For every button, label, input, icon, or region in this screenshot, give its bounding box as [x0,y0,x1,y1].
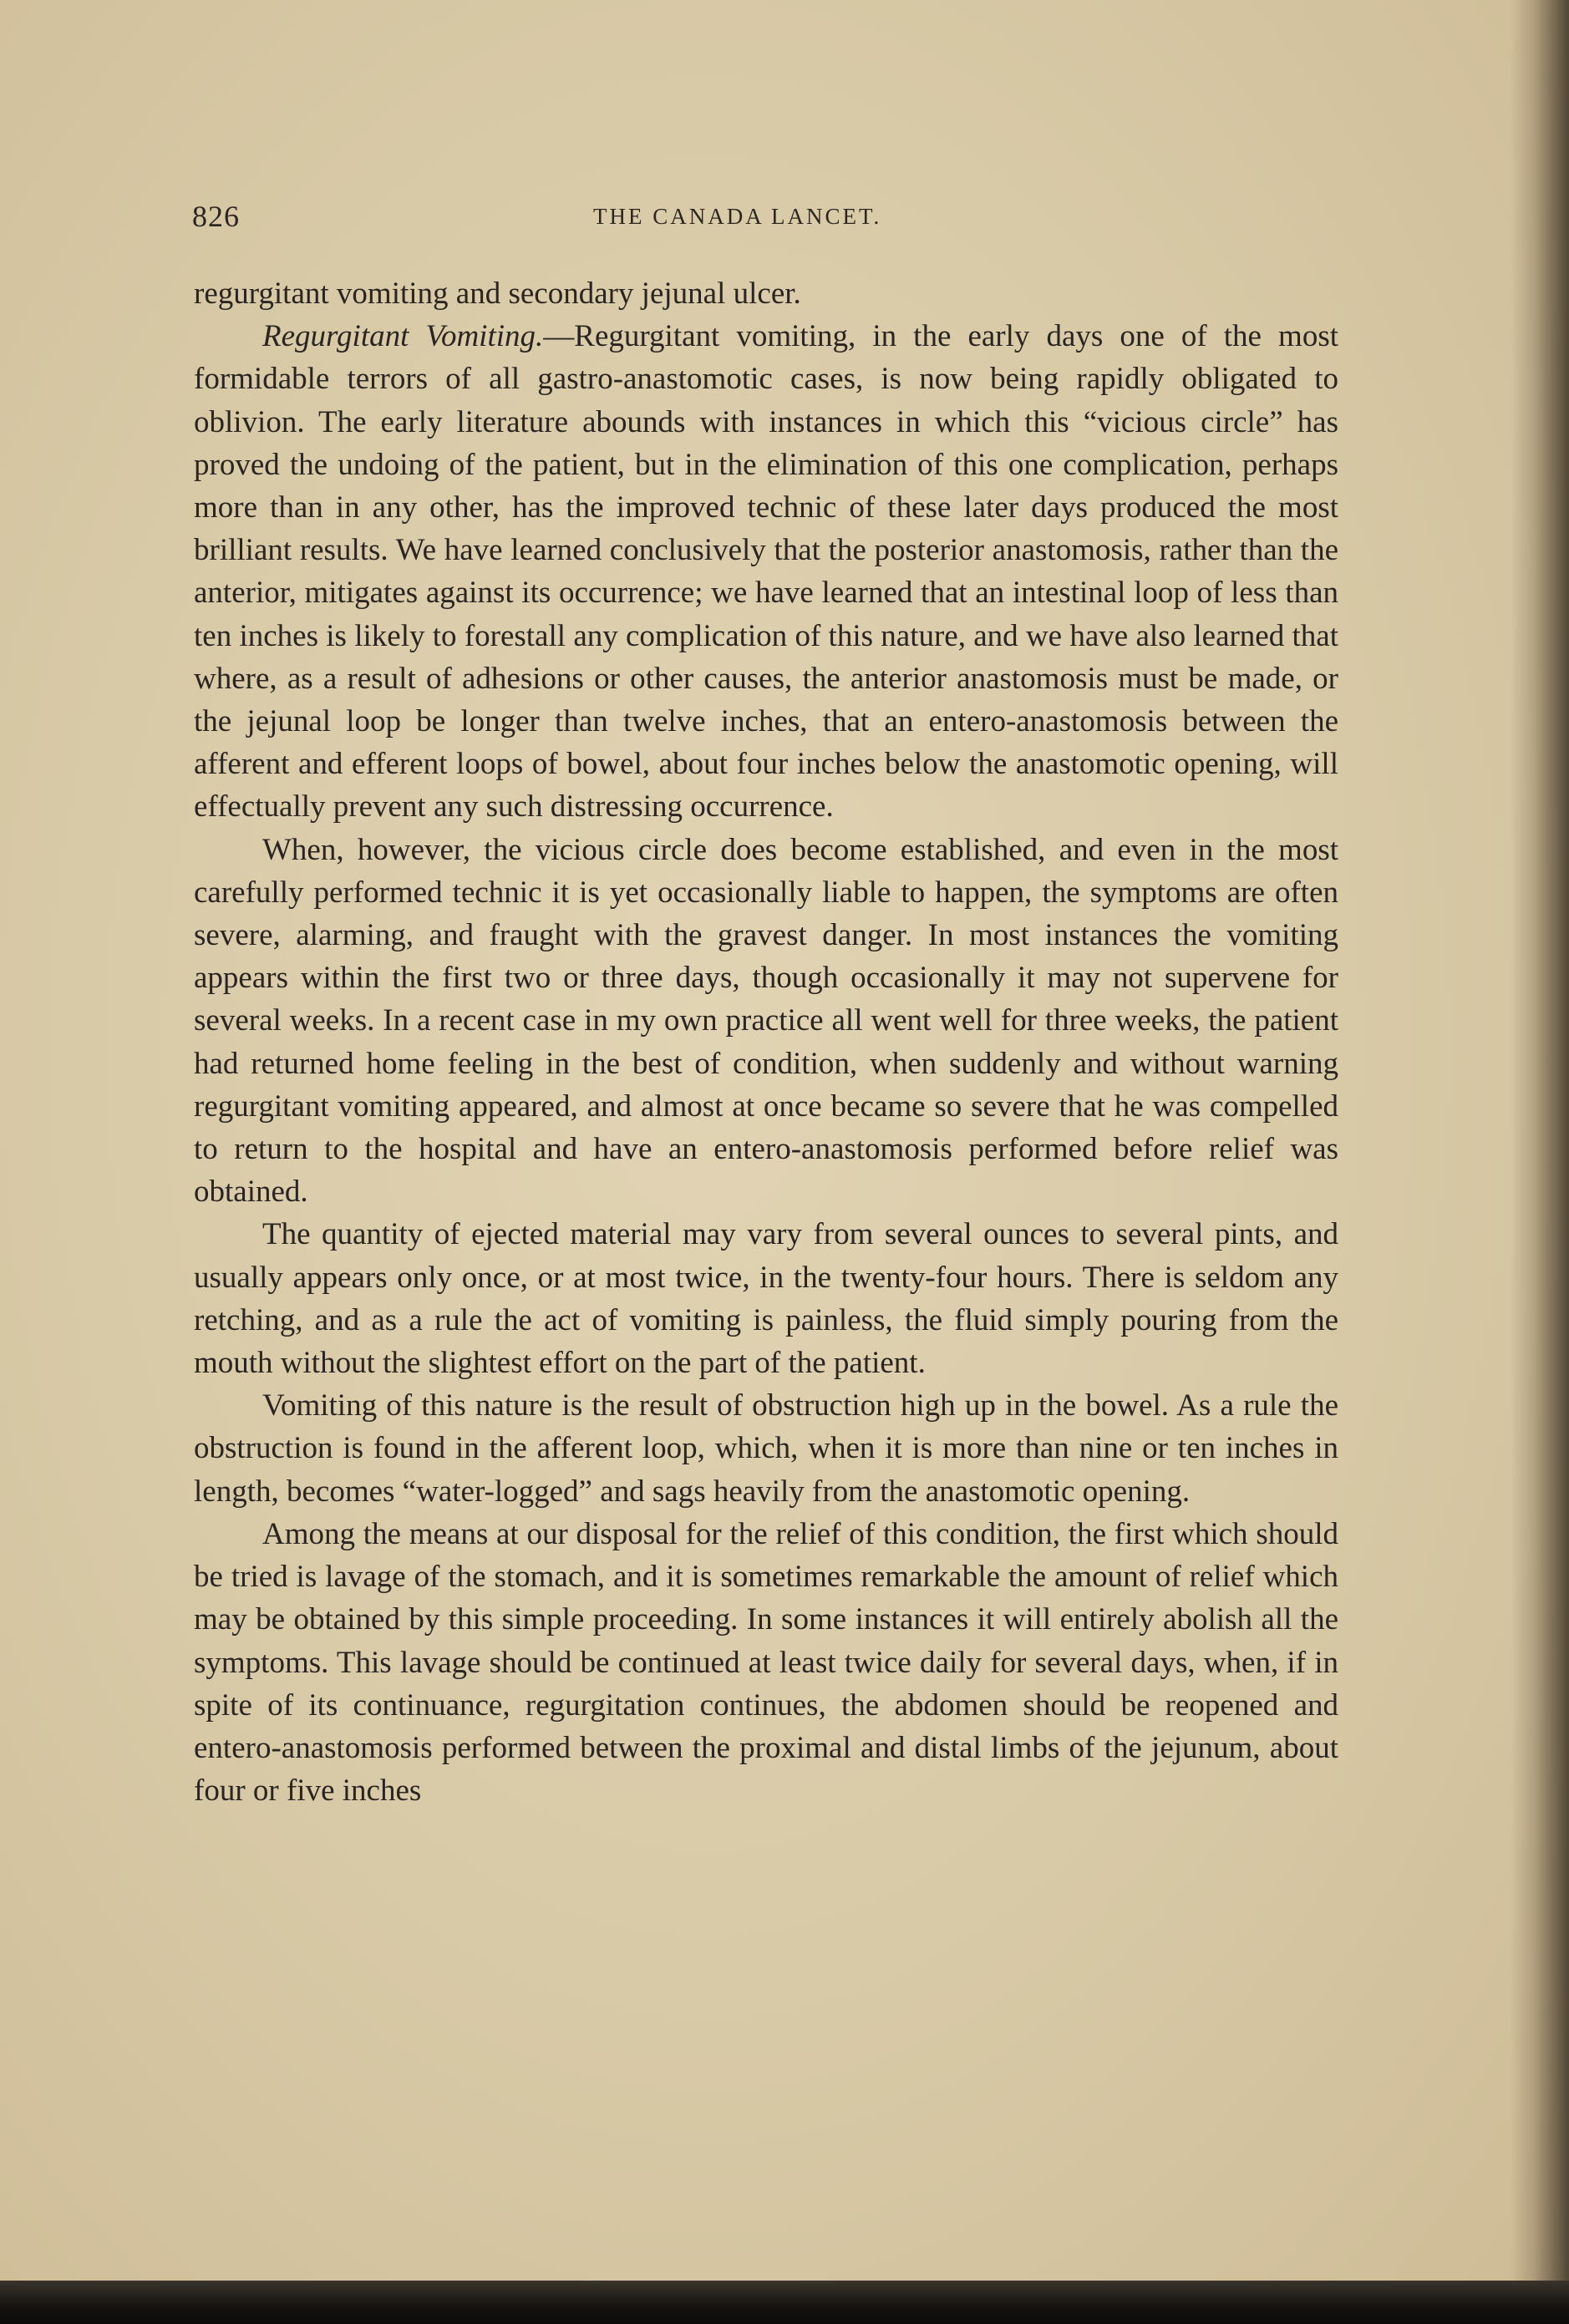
paragraph [194,315,1338,828]
paragraph-text: regurgitant vomiting and secondary jejunal ulcer. [194,277,801,311]
page-number: 826 [192,200,240,233]
paragraph-text: Among the means at our disposal for the relief of this condition, the first which should be tried is lavage of the stomach, and it is sometimes remarkable the amount of relief which may be obtained by this simple proceeding. In some instances it will entirely abolish all the symptoms. This lavage should be continued at least twice daily for several days, when, if in spite of its continuance, regurgitation continues, the abdomen should be reopened and entero-anastomosis performed between the proximal and distal limbs of the jejunum, about four or five inches [194,1516,1338,1809]
page-edge-shadow [1511,0,1569,2324]
paragraph-text: —Regurgitant vomiting, in the early days one of the most formidable terrors of all gastro-anastomotic cases, is now being rapidly obligated to oblivion. The early literature abounds with instances in which this “vicious circle” has proved the undoing of the patient, but in the elimination of this one complication, perhaps more than in any other, has the improved technic of these later days produced the most brilliant results. We have learned conclusively that the posterior anastomosis, rather than the anterior, mitigates against its occurrence; we have learned that an intestinal loop of less than ten inches is likely to forestall any complication of this nature, and we have also learned that where, as a result of adhesions or other causes, the anterior anastomosis must be made, or the jejunal loop be longer than twelve inches, that an entero-anastomosis between the afferent and efferent loops of bowel, about four inches below the anastomotic opening, will effectually prevent any such distressing occurrence. [194,319,1338,825]
scan-bottom-border [0,2281,1569,2324]
running-head: THE CANADA LANCET. [593,204,882,229]
body-text [194,272,1338,1812]
paragraph [194,1513,1338,1812]
paragraph [194,1384,1338,1513]
paragraph-text: When, however, the vicious circle does become established, and even in the most carefully performed technic it is yet occasionally liable to happen, the symptoms are often severe, alarming, and fraught with the gravest danger. In most instances the vomiting appears within the first two or three days, though occasionally it may not supervene for several weeks. In a recent case in my own practice all went well for three weeks, the patient had returned home feeling in the best of condition, when suddenly and without warning regurgitant vomiting appeared, and almost at once became so severe that he was compelled to return to the hospital and have an entero-anastomosis performed before relief was obtained. [194,832,1338,1210]
paragraph-text: The quantity of ejected material may vary from several ounces to several pints, and usually appears only once, or at most twice, in the twenty-four hours. There is seldom any retching, and as a rule the act of vomiting is painless, the fluid simply pouring from the mouth without the slightest effort on the part of the patient. [194,1217,1338,1381]
page-header [192,199,1345,249]
paragraph [194,272,1338,315]
paragraph-lead: Regurgitant Vomiting. [262,319,544,354]
paragraph-text: Vomiting of this nature is the result of obstruction high up in the bowel. As a rule the obstruction is found in the afferent loop, which, when it is more than nine or ten inches in length, becomes “water-logged” and sags heavily from the anastomotic opening. [194,1388,1338,1509]
paragraph [194,829,1338,1214]
paragraph [194,1213,1338,1384]
